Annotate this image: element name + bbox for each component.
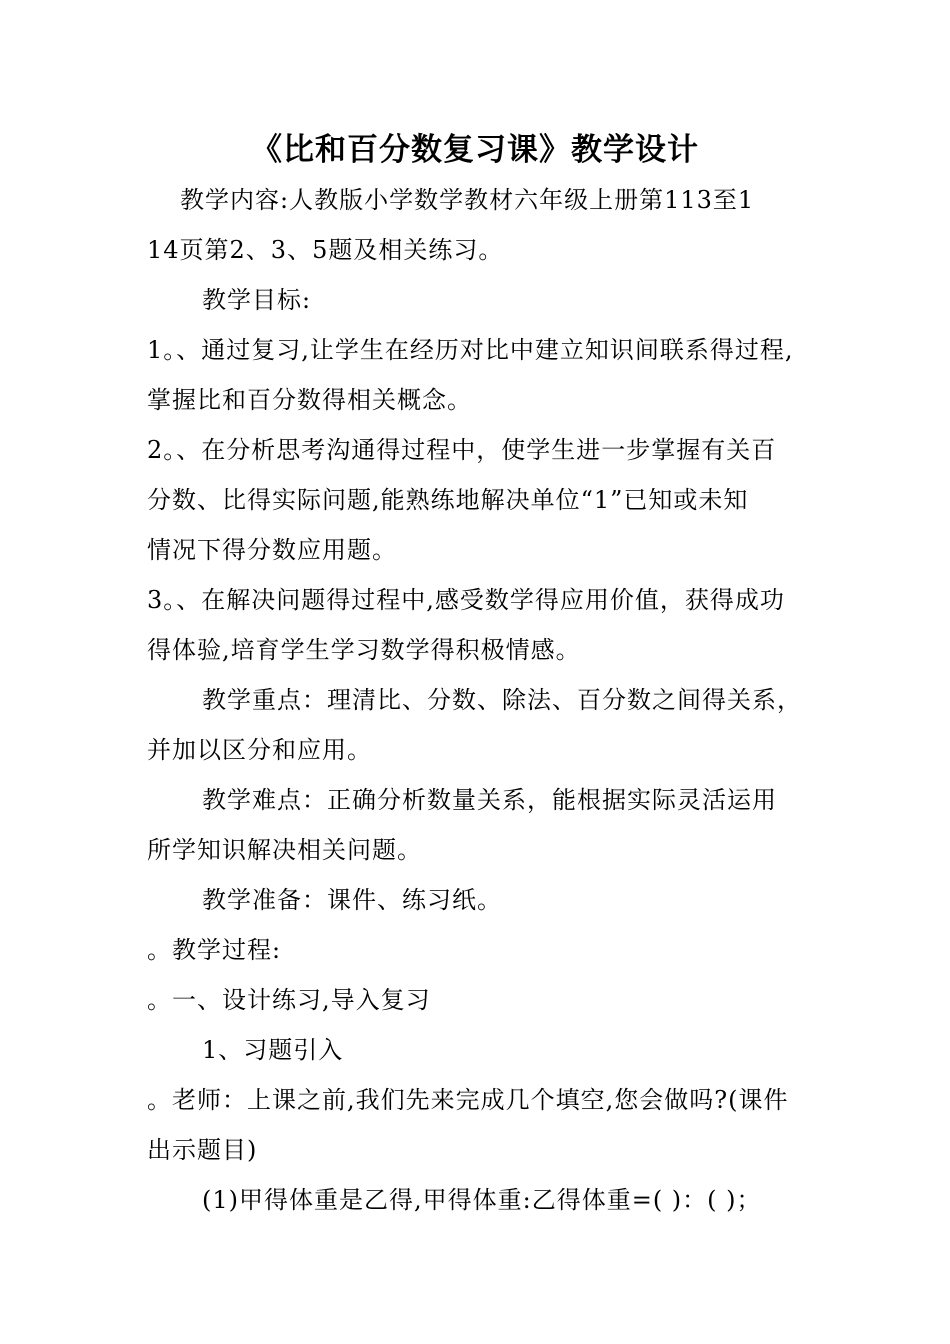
paragraph-line: 教学难点：正确分析数量关系，能根据实际灵活运用 <box>202 786 777 814</box>
list-item: 2。、在分析思考沟通得过程中，使学生进一步掌握有关百 <box>147 436 777 464</box>
section-heading: 。教学过程: <box>147 936 282 964</box>
list-item: 1。、通过复习,让学生在经历对比中建立知识间联系得过程, <box>147 336 794 364</box>
paragraph-line: 。老师：上课之前,我们先来完成几个填空,您会做吗?(课件 <box>147 1086 789 1114</box>
section-heading: 。一、设计练习,导入复习 <box>147 986 431 1014</box>
paragraph-line: 掌握比和百分数得相关概念。 <box>147 386 472 414</box>
paragraph-line: 并加以区分和应用。 <box>147 736 372 764</box>
paragraph-line: 教学重点：理清比、分数、除法、百分数之间得关系， <box>202 686 802 714</box>
paragraph-line: 得体验,培育学生学习数学得积极情感。 <box>147 636 581 664</box>
list-item: 1、习题引入 <box>202 1036 344 1064</box>
paragraph-line: 14页第2、3、5题及相关练习。 <box>147 236 504 264</box>
paragraph-line: 分数、比得实际问题,能熟练地解决单位“1”已知或未知 <box>147 486 749 514</box>
page-title: 《比和百分数复习课》教学设计 <box>251 132 699 168</box>
paragraph-line: 情况下得分数应用题。 <box>147 536 397 564</box>
paragraph-line: 教学准备：课件、练习纸。 <box>202 886 502 914</box>
paragraph-line: 教学内容:人教版小学数学教材六年级上册第113至1 <box>180 186 755 214</box>
exercise-line: (1)甲得体重是乙得,甲得体重:乙得体重=( )：( )； <box>202 1186 762 1214</box>
paragraph-line: 所学知识解决相关问题。 <box>147 836 422 864</box>
section-heading: 教学目标: <box>202 286 312 314</box>
paragraph-line: 出示题目) <box>147 1136 258 1164</box>
list-item: 3。、在解决问题得过程中,感受数学得应用价值，获得成功 <box>147 586 785 614</box>
